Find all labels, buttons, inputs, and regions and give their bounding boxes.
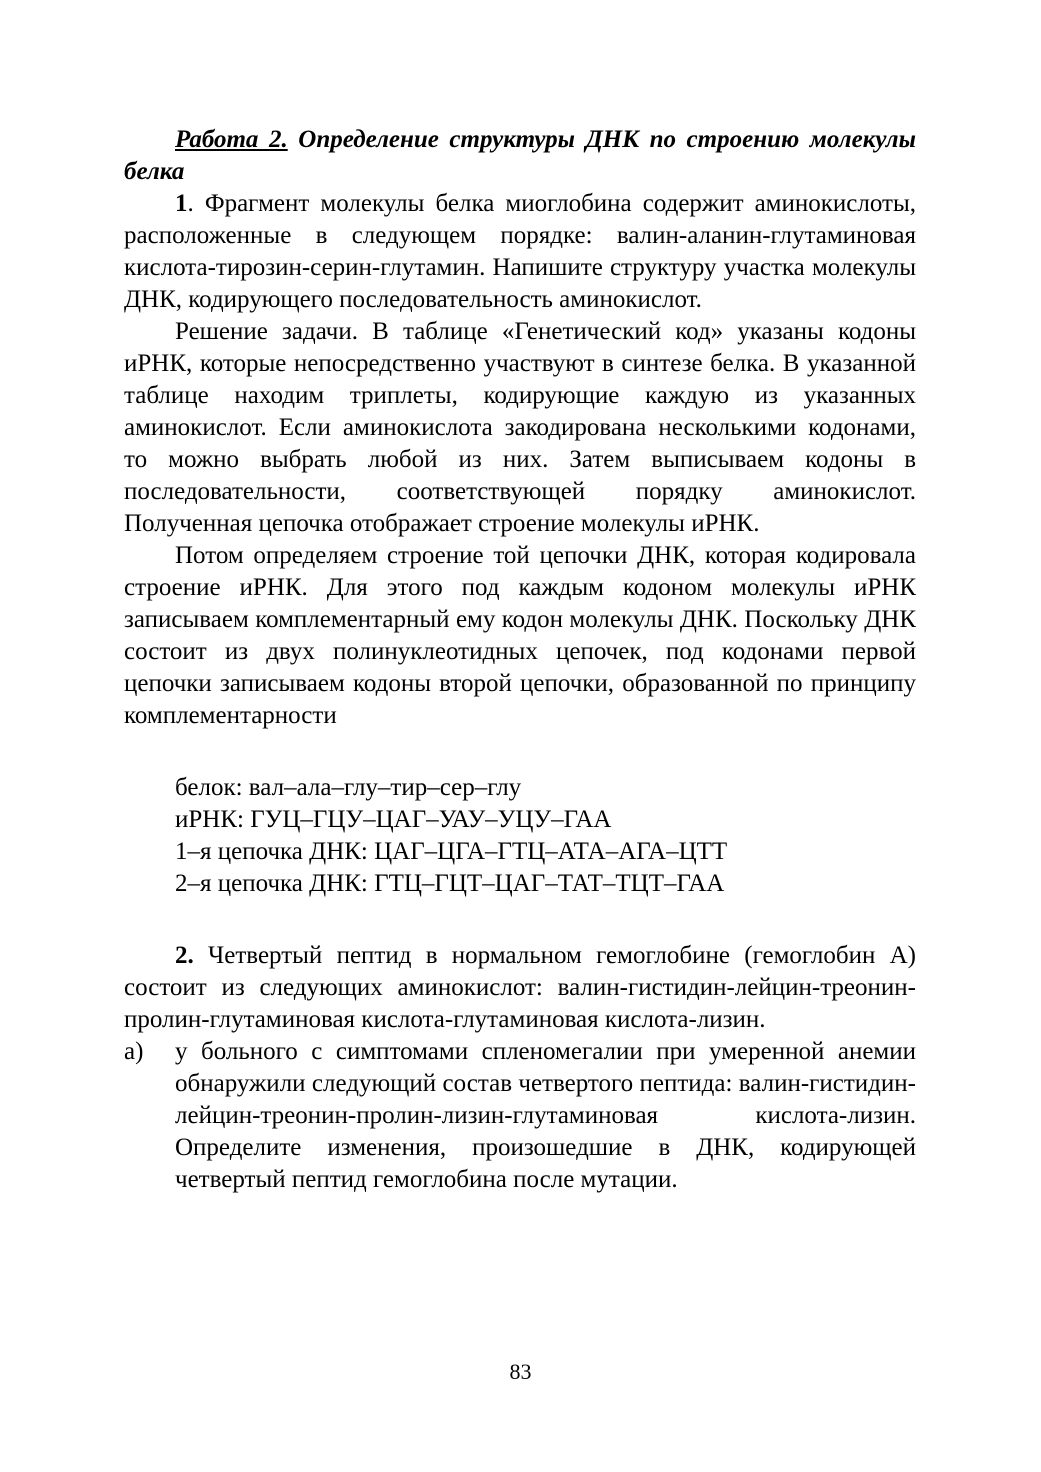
solution-paragraph-2: Потом определяем строение той цепочки ДНК, которая кодировала строение иРНК. Для этого под каждым кодоном молекулы иРНК записываем комплементарный ему кодон молекулы ДНК. Поскольку ДНК состоит из двух полинуклеотидных цепочек, под кодонами первой цепочки записываем кодоны второй цепочки, образованной по принципу комплементарности: [124, 542, 916, 729]
solution-paragraph-1: Решение задачи. В таблице «Генетический код» указаны кодоны иРНК, которые непосредственно участвуют в синтезе белка. В указанной таблице находим триплеты, кодирующие каждую из указанных аминокислот. Если аминокислота закодирована несколькими кодонами, то можно выбрать любой из них. Затем выписываем кодоны в последовательности, соответствующей порядку аминокислот. Полученная цепочка отображает строение молекулы иРНК.: [124, 318, 916, 537]
section-heading: [124, 124, 916, 188]
task-2-paragraph: [124, 940, 916, 1036]
task-1-paragraph: [124, 188, 916, 316]
task-1-text: . Фрагмент молекулы белка миоглобина содержит аминокислоты, расположенные в следующем порядке: валин-аланин-глутаминовая кислота-тирозин-серин-глутамин. Напишите структуру участка молекулы ДНК, кодирующего последовательность аминокислот.: [124, 190, 916, 313]
task-2-item-a: [124, 1036, 916, 1196]
item-a-marker: а): [124, 1038, 144, 1065]
page-content: [124, 124, 916, 1196]
protein-sequence: белок: вал–ала–глу–тир–сер–глу: [175, 774, 522, 801]
page-number: 83: [509, 1359, 532, 1384]
task-2-text: Четвертый пептид в нормальном гемоглобине (гемоглобин А) состоит из следующих аминокислот: валин-гистидин-лейцин-треонин-пролин-глутаминовая кислота-глутаминовая кислота-лизин.: [124, 942, 916, 1033]
work-label: Работа 2.: [175, 126, 288, 153]
dna-strand-1-sequence: 1–я цепочка ДНК: ЦАГ–ЦГА–ГТЦ–АТА–АГА–ЦТТ: [175, 838, 728, 865]
work-title: Определение структуры ДНК по строению молекулы белка: [124, 126, 916, 185]
item-a-text: у больного с симптомами спленомегалии при умеренной анемии обнаружили следующий состав четвертого пептида: валин-гистидин-лейцин-треонин-пролин-лизин-глутаминовая кислота-лизин. Определите изменения, произошедшие в ДНК, кодирующей четвертый пептид гемоглобина после мутации.: [175, 1038, 916, 1193]
task-1-number: 1: [175, 190, 188, 217]
sequence-block: [124, 772, 916, 900]
mrna-sequence: иРНК: ГУЦ–ГЦУ–ЦАГ–УАУ–УЦУ–ГАА: [175, 806, 612, 833]
dna-strand-2-sequence: 2–я цепочка ДНК: ГТЦ–ГЦТ–ЦАГ–ТАТ–ТЦТ–ГАА: [175, 870, 725, 897]
spacer: [124, 900, 916, 940]
task-2-number: 2.: [175, 942, 194, 969]
